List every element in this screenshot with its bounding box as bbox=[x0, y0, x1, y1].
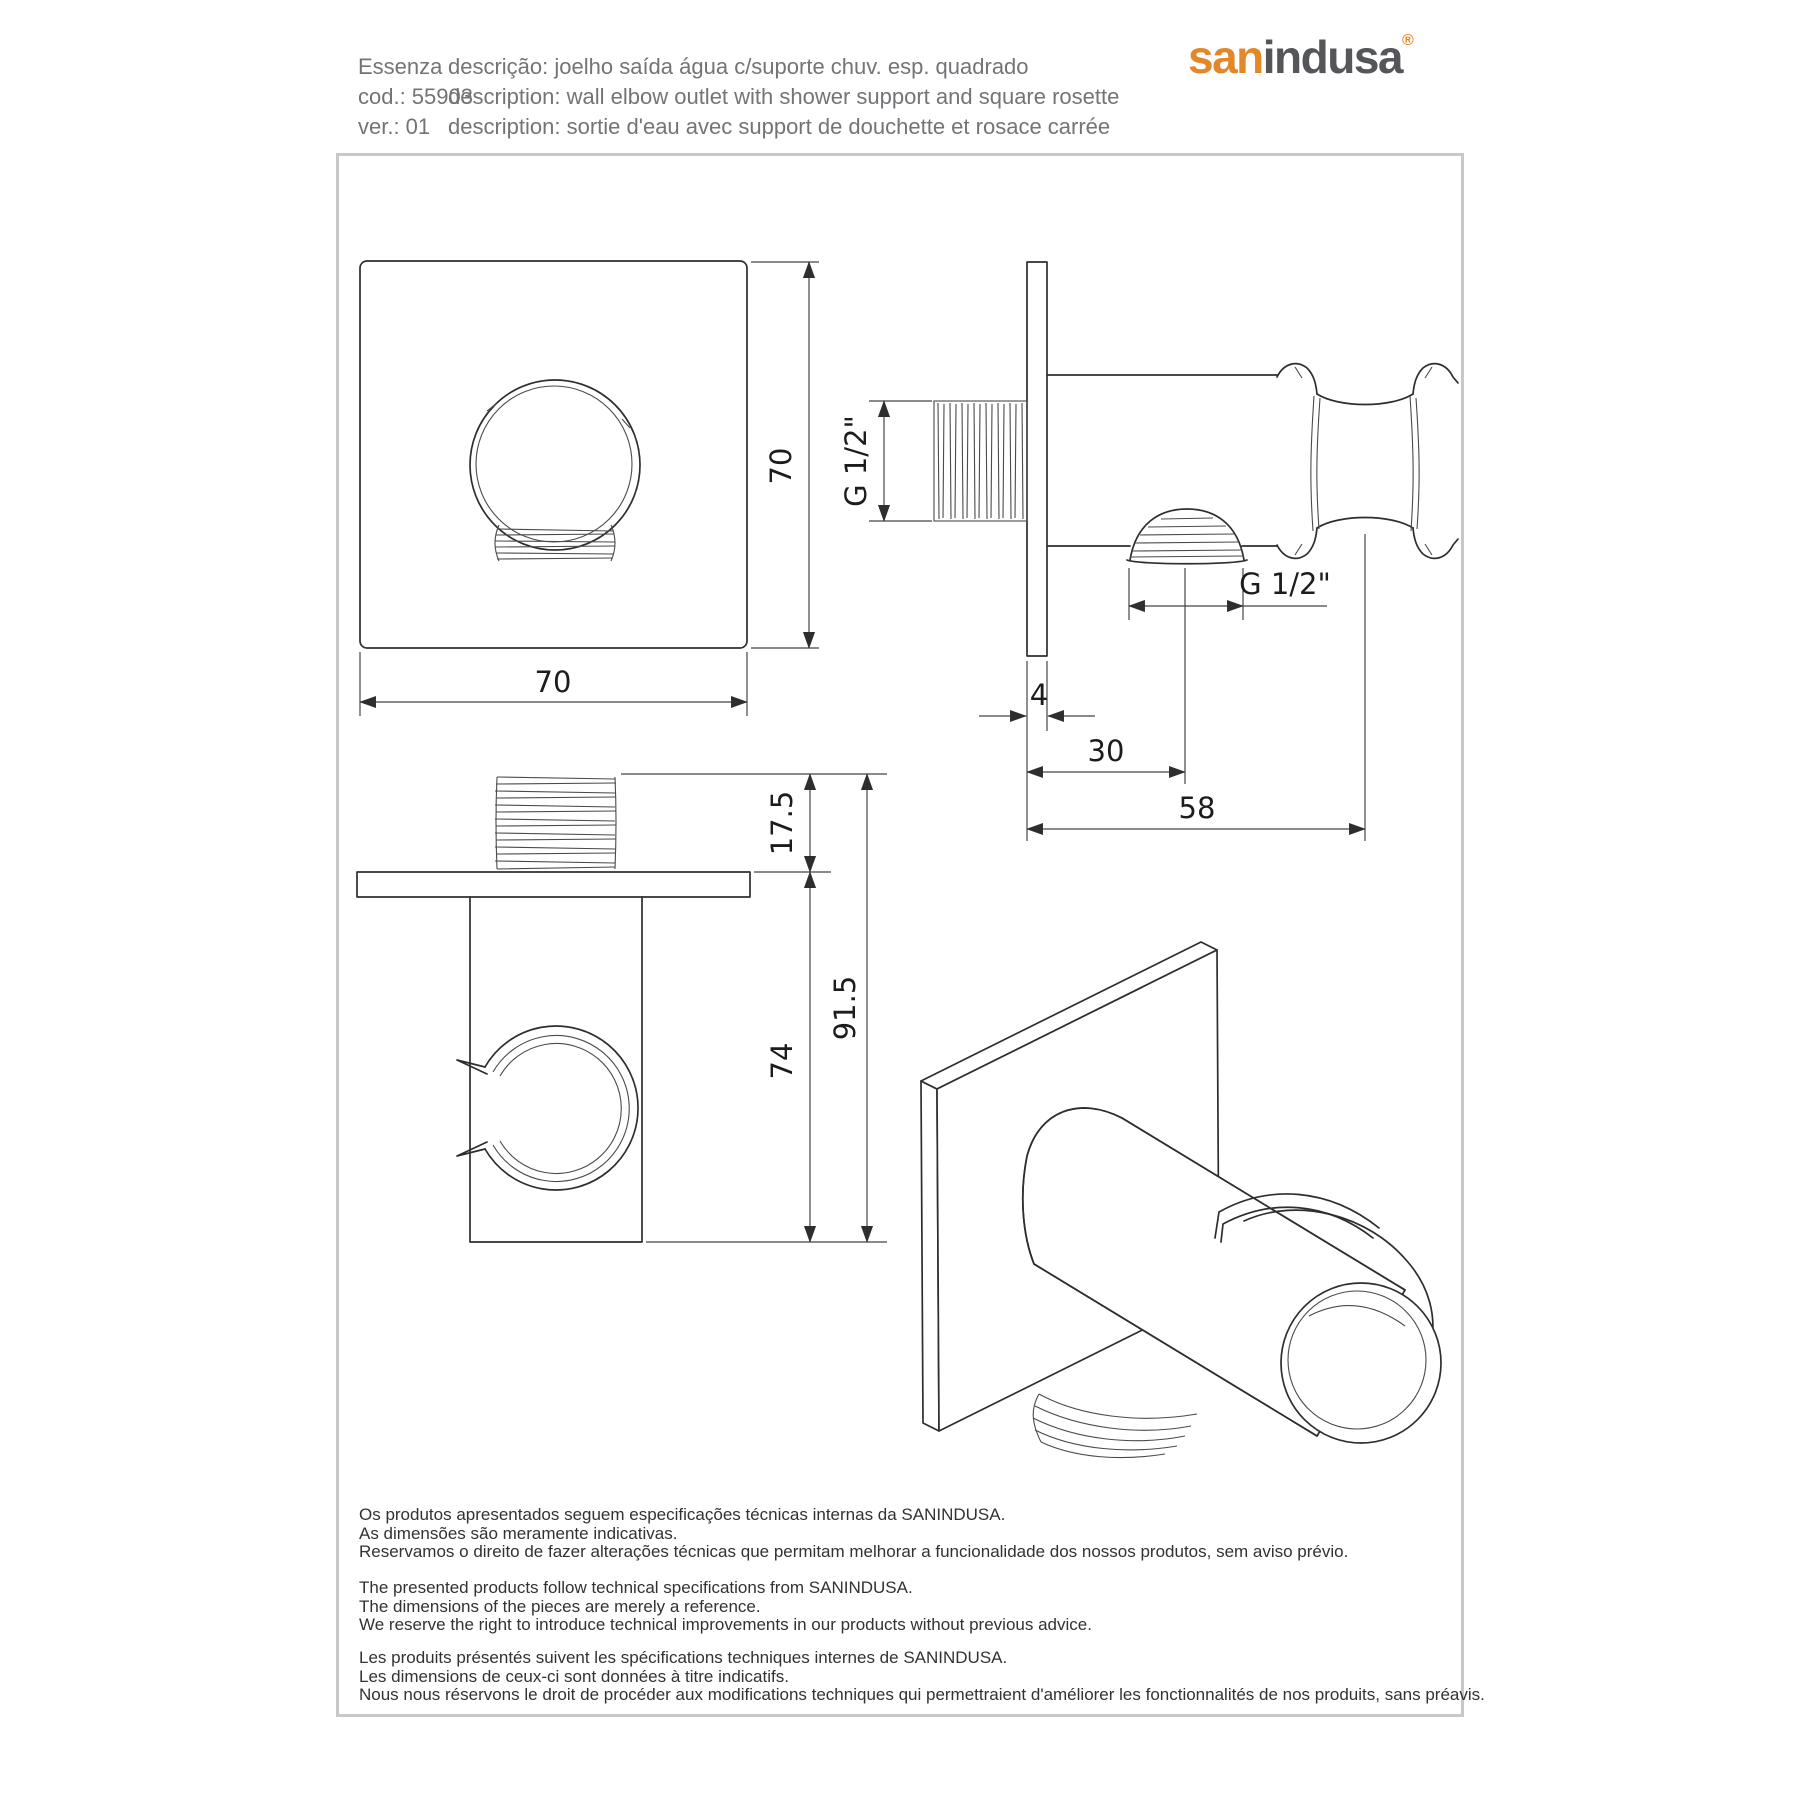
disclaimer-en-line3: We reserve the right to introduce technical improvements in our products without previous advice. bbox=[359, 1615, 1092, 1634]
disclaimer-fr bbox=[359, 1649, 1485, 1705]
product-code: cod.: 55903 bbox=[358, 84, 473, 109]
logo-text-orange: san bbox=[1188, 31, 1263, 83]
dim-plate-thickness bbox=[979, 661, 1095, 841]
disclaimer-fr-line2: Les dimensions de ceux-ci sont données à titre indicatifs. bbox=[359, 1666, 789, 1686]
dim-label-front-width: 70 bbox=[534, 665, 572, 699]
technical-drawing bbox=[339, 156, 1461, 1714]
perspective-support-knob bbox=[1281, 1283, 1441, 1443]
disclaimer-pt-line3: Reservamos o direito de fazer alterações técnicas que permitam melhorar a funcionalidade dos nossos produtos, sem aviso prévio. bbox=[359, 1542, 1349, 1561]
description-en: description: wall elbow outlet with shower support and square rosette bbox=[448, 84, 1120, 109]
description-pt: descrição: joelho saída água c/suporte chuv. esp. quadrado bbox=[448, 54, 1029, 79]
disclaimer-pt-line1: Os produtos apresentados seguem especificações técnicas internas da SANINDUSA. bbox=[359, 1505, 1006, 1524]
dim-front-height bbox=[751, 262, 819, 648]
front-view-square-rosette bbox=[360, 261, 819, 716]
dim-label-front-height: 70 bbox=[764, 447, 798, 485]
top-support-clip bbox=[457, 1026, 638, 1190]
product-description-block bbox=[448, 52, 1119, 142]
disclaimer-fr-line3: Nous nous réservons le droit de procéder aux modifications techniques qui permettraient d'améliorer les fonctionnalités de nos produits, sans préavis. bbox=[359, 1685, 1485, 1704]
dim-inlet-thread bbox=[839, 401, 932, 521]
top-inlet-thread bbox=[495, 777, 616, 869]
product-name: Essenza bbox=[358, 54, 443, 79]
registered-trademark-icon: ® bbox=[1402, 32, 1414, 49]
dim-label-plate-thickness: 4 bbox=[1029, 678, 1049, 712]
dim-label-overall-depth: 91.5 bbox=[828, 975, 862, 1041]
perspective-view bbox=[921, 942, 1441, 1458]
side-inlet-thread bbox=[934, 401, 1027, 521]
dim-outlet-thread bbox=[1129, 567, 1331, 620]
disclaimer-fr-line1: Les produits présentés suivent les spécifications techniques internes de SANINDUSA. bbox=[359, 1648, 1008, 1667]
side-outlet-thread bbox=[1127, 509, 1247, 564]
side-support-bracket bbox=[1277, 364, 1458, 559]
perspective-outlet-thread bbox=[1033, 1394, 1197, 1458]
disclaimer-en-line1: The presented products follow technical specifications from SANINDUSA. bbox=[359, 1578, 913, 1597]
dim-label-total-depth: 58 bbox=[1178, 791, 1216, 825]
dim-front-width bbox=[360, 652, 747, 716]
product-version: ver.: 01 bbox=[358, 114, 431, 139]
top-view bbox=[357, 774, 887, 1242]
disclaimer-en bbox=[359, 1579, 1092, 1635]
side-view bbox=[839, 262, 1458, 841]
dim-label-body-depth: 74 bbox=[765, 1042, 799, 1080]
disclaimer-en-line2: The dimensions of the pieces are merely a reference. bbox=[359, 1596, 761, 1616]
sanindusa-logo bbox=[1188, 30, 1414, 84]
dim-label-outlet-offset: 30 bbox=[1087, 734, 1125, 768]
dim-label-outlet-thread: G 1/2" bbox=[1239, 567, 1331, 601]
disclaimer-pt bbox=[359, 1506, 1348, 1562]
logo-text-gray: indusa bbox=[1262, 31, 1403, 83]
dim-top-view bbox=[621, 774, 887, 1242]
technical-drawing-frame bbox=[336, 153, 1485, 1717]
dim-label-inlet-thread: G 1/2" bbox=[839, 415, 873, 507]
dim-label-thread-length: 17.5 bbox=[765, 790, 799, 856]
dim-outlet-offset bbox=[1027, 568, 1185, 784]
disclaimer-pt-line2: As dimensões são meramente indicativas. bbox=[359, 1523, 678, 1543]
description-fr: description: sortie d'eau avec support de douchette et rosace carrée bbox=[448, 114, 1111, 139]
